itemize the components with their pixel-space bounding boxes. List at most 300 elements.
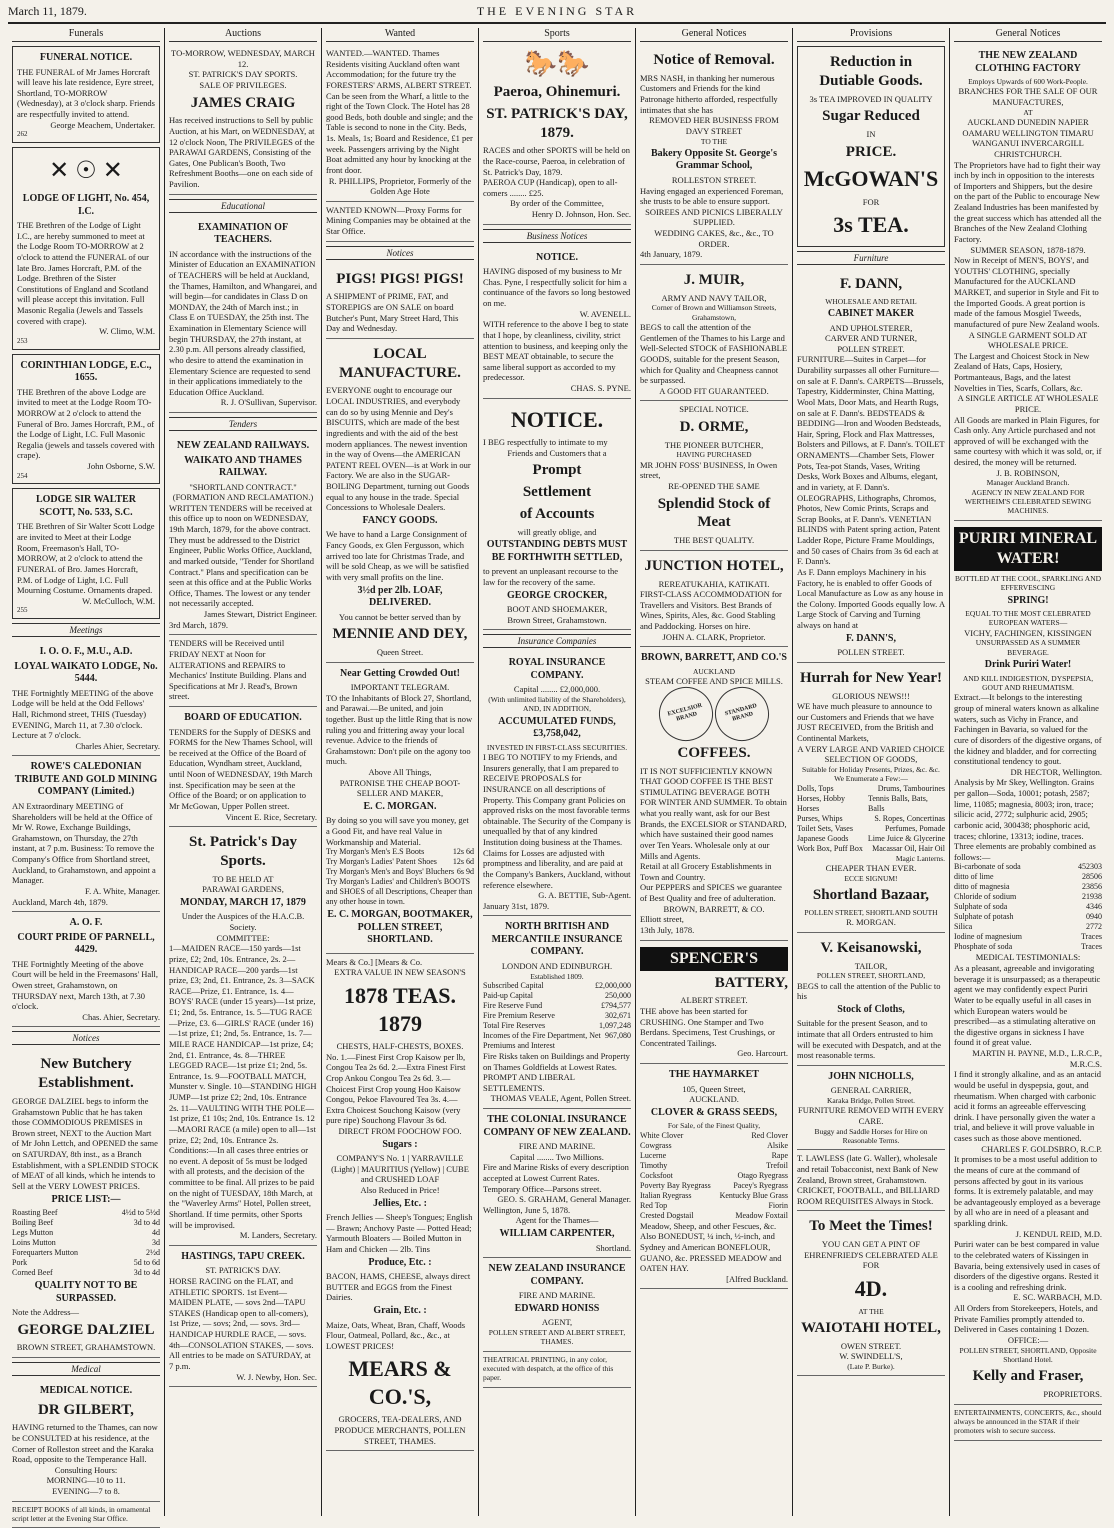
- ad-heading: Hurrah for New Year!: [799, 669, 943, 686]
- row-value: 23856: [1082, 882, 1102, 892]
- row-value: Red Clover: [751, 1130, 788, 1140]
- ad-heading: ROYAL INSURANCE COMPANY.: [508, 657, 606, 681]
- section-header: Auctions: [169, 28, 317, 42]
- issue-date: March 11, 1879.: [8, 4, 87, 18]
- ad-body: The Proprietors have had to fight their way inch by inch in opposition to the interests of Importers and Shippers, but the desire on the part of the Public to encourage New Zealand Industries has been manifested by the great success which has attended all the Branches of the New Zealand Clothing Factory.: [954, 159, 1102, 244]
- ad-body: AGENCY IN NEW ZEALAND FOR WERTHEIM'S CELEBRATED SEWING MACHINES.: [964, 487, 1092, 516]
- ad-signature: R. MORGAN.: [846, 917, 896, 928]
- row-value: 0940: [1086, 912, 1102, 922]
- ad-signature: Manager Auckland Branch.: [986, 478, 1070, 488]
- section-header: Meetings: [12, 623, 160, 637]
- proxy-forms-ad: WANTED KNOWN—Proxy Forms for Mining Companies may be obtained at the Star Office.: [326, 202, 474, 242]
- avenell-notice: [483, 247, 631, 399]
- salts-table: [954, 862, 1102, 952]
- salt-row: [954, 932, 1102, 942]
- junction-hotel-ad: [640, 551, 788, 648]
- ad-number: 253: [17, 336, 28, 345]
- ad-name: EDWARD HONISS: [514, 1302, 600, 1314]
- ad-body: No. 1.—Finest First Crop Kaisow per lb, Congou Tea 2s 6d. 2.—Extra Finest First Crop Ankou Congou Tea 2s 6d. 3.—Choicest First Crop young Hoo Kaisow Congou, Pekoe Flavoured Tea 3s. 4.—Extra Choicest Souchong Kaisow (very pure ripe) Souchong Flavour 3s 6d.: [326, 1051, 466, 1126]
- ad-subhead: Bakery Opposite St. George's Grammar School,: [650, 147, 778, 172]
- medical-notice: [12, 1380, 160, 1502]
- lawless-tobacconist-ad: T. LAWLESS (late G. Waller), wholesale and retail Tobacconist, next Bank of New Zealand, Brown street, Grahamstown. CRICKET, FOOTBALL, and BILLIARD ROOM REQUISITES Always in Stock.: [797, 1150, 945, 1211]
- ad-emphasis: Splendid Stock of Meat: [657, 495, 771, 531]
- row-label: Corned Beef: [12, 1268, 53, 1277]
- ad-name: MEARS & CO.'S,: [348, 1356, 452, 1409]
- seed-list: [640, 1131, 788, 1221]
- row-value: 4346: [1086, 902, 1102, 912]
- ad-subhead: STEAM COFFEE AND SPICE MILLS.: [645, 676, 783, 687]
- ad-date: Wellington, June 5, 1878.: [483, 1204, 571, 1215]
- railway-tender: [169, 435, 317, 635]
- row-value: Otago Ryegrass: [737, 1170, 788, 1180]
- ad-subhead: SALE OF PRIVILEGES.: [199, 79, 287, 90]
- ad-address: Queen Street.: [376, 646, 424, 657]
- ad-heading: COFFEES.: [677, 744, 751, 761]
- foresters-notice: [12, 912, 160, 1027]
- ad-subhead: ST. PATRICK'S DAY.: [205, 1265, 281, 1276]
- ad-subhead: A SINGLE GARMENT SOLD AT WHOLESALE PRICE.: [968, 329, 1088, 351]
- row-label: Legs Mutton: [12, 1228, 54, 1237]
- ad-heading: MEDICAL NOTICE.: [39, 1385, 133, 1396]
- ad-heading: COURT PRIDE OF PARNELL, 4429.: [17, 931, 155, 956]
- ad-body: MR JOHN FOSS' BUSINESS, In Owen street,: [640, 459, 778, 481]
- ad-subhead: Above All Things,: [368, 767, 432, 777]
- row-label: Sulphate of potash: [954, 912, 1014, 922]
- row-label: Poverty Bay Ryegrass: [640, 1180, 711, 1190]
- ad-subhead: GENERAL CARRIER,: [830, 1085, 912, 1096]
- ad-heading: BOARD OF EDUCATION.: [184, 712, 302, 723]
- ad-subhead: PATRONISE THE CHEAP BOOT-SELLER AND MAKER,: [339, 777, 461, 799]
- ad-address: BROWN STREET, GRAHAMSTOWN.: [16, 1342, 156, 1353]
- goods-row: [797, 824, 945, 834]
- oddfellows-notice: [12, 641, 160, 756]
- row-value: 12s 6d: [452, 847, 474, 857]
- ad-body: I BEG respectfully to intimate to my: [483, 437, 608, 448]
- ad-name: D. ORME,: [679, 419, 749, 435]
- morgan-boots-ad: [326, 663, 474, 954]
- ad-address: POLLEN STREET, SHORTLAND, Opposite Shortland Hotel.: [959, 1345, 1097, 1364]
- ad-signature: F. A. White, Manager.: [85, 885, 160, 896]
- ad-body: HORSE RACING on the FLAT, and ATHLETIC SPORTS. 1st Event—MAIDEN PLATE, — sovs 2nd—TAPU STAKES (Handicap open to all-comers), 1st Prize, — sovs; 2nd, — sovs. 3rd—HANDICAP HURDLE RACE, — sovs. 4th—CONSOLATION STAKES, — sovs. All entries to be made on SATURDAY, at 7 p.m.: [169, 1275, 314, 1371]
- ad-signature: M. Landers, Secretary.: [239, 1230, 317, 1241]
- ad-body: MRS NASH, in thanking her numerous Customers and Friends for the kind Patronage hitherto afforded, respectfully intimates that she has: [640, 72, 778, 115]
- figure-row: [483, 1021, 631, 1031]
- ad-signature: J. KENDUL REID, M.D.: [1015, 1228, 1102, 1239]
- price-row: [326, 847, 474, 857]
- row-label: Paid-up Capital: [483, 990, 533, 1000]
- row-value: 3d: [152, 1238, 160, 1247]
- ad-subhead: Mears & Co.] [Mears & Co.: [326, 956, 423, 967]
- row-label: Try Morgan's Ladies' Patent Shoes: [326, 857, 437, 867]
- ad-body: WITH reference to the above I beg to state that I hope, by cleanliness, civility, strict attention to business, and keeping only the BEST MEAT obtainable, to secure the same liberal support as accorded to my predecessor.: [483, 319, 629, 383]
- racehorse-icon: 🐎🐎: [524, 49, 590, 78]
- row-label: Cocksfoot: [640, 1170, 673, 1180]
- ad-body: THE Brethren of the Lodge of Light I.C., are hereby summoned to meet at the Lodge Room TO-MORROW at 2 o'clock to attend the FUNERAL of our late Bro. James Horcraft, P.M. of the Lodge. Brethren of the Sister Constitutions of England and Scotland will please accept this invitation. Full Masonic Regalia (Jewels and Tassels covered with crape).: [17, 220, 149, 326]
- ad-heading: Sugar Reduced: [822, 108, 920, 125]
- ad-address: POLLEN STREET, SHORTLAND,: [816, 971, 926, 981]
- ad-body: Meadow, Sheep, and other Fescues, &c. Also BONEDUST, ¼ inch, ½-inch, and Sydney and American BONEFLOUR, GUANO, &c. PRESSED MEADOW and OATEN HAY.: [640, 1220, 782, 1274]
- price-list: [12, 1208, 160, 1278]
- row-label: Silica: [954, 922, 973, 932]
- ad-address: AUCKLAND.: [689, 1094, 739, 1105]
- row-label: Work Box, Puff Box: [797, 843, 863, 853]
- ad-signature: W. McCulloch, W.M.: [82, 595, 155, 606]
- ad-heading: LOCAL MANUFACTURE.: [339, 345, 461, 381]
- ad-signature: John Osborne, S.W.: [87, 461, 155, 471]
- ad-name: F. DANN,: [839, 275, 903, 292]
- ad-heading: HASTINGS, TAPU CREEK.: [181, 1250, 305, 1262]
- ad-signature: JOHN A. CLARK, Proprietor.: [662, 631, 766, 642]
- ad-signature: W. SWINDELL'S,: [839, 1351, 903, 1362]
- pigs-ad: [326, 264, 474, 339]
- ad-name: WAIOTAHI HOTEL,: [801, 1319, 941, 1336]
- section-header: Tenders: [169, 417, 317, 431]
- row-label: Toilet Sets, Vases: [797, 823, 853, 833]
- ad-signature: Henry D. Johnson, Hon. Sec.: [531, 209, 631, 219]
- row-label: Total Fire Reserves: [483, 1020, 546, 1030]
- spencers-battery-ad: [640, 941, 788, 1065]
- ad-subhead: REREATUKAHIA, KATIKATI.: [658, 578, 770, 589]
- row-label: Japanese Goods: [797, 833, 849, 843]
- ad-heading: PRICE.: [845, 143, 897, 160]
- puriri-water-ad: [954, 521, 1102, 1405]
- ad-body: HAVING returned to the Thames, can now be CONSULTED at his residence, at the Corner of Rolleston street and the Karaka Road, opposite to the Temperance Hall.: [12, 1422, 158, 1465]
- row-value: 4d: [152, 1228, 160, 1237]
- goods-row: [797, 844, 945, 854]
- mcgowan-tea-ad: [797, 46, 945, 247]
- lodge-light-notice: [12, 147, 160, 350]
- ad-number: 255: [17, 606, 28, 615]
- teacher-exam-notice: [169, 217, 317, 413]
- ad-address: GROCERS, TEA-DEALERS, AND PRODUCE MERCHANTS, POLLEN STREET, THAMES.: [334, 1414, 466, 1446]
- ad-heading: NEW ZEALAND RAILWAYS.: [176, 440, 310, 451]
- ad-heading: WAIKATO AND THAMES RAILWAY.: [184, 454, 302, 478]
- row-label: Try Morgan's Ladies' and Children's BOOTS and SHOES of all Descriptions, Cheaper than any other house in town.: [326, 877, 473, 907]
- ad-subhead: (FORMATION AND RECLAMATION.): [172, 492, 314, 503]
- ad-heading: NEW ZEALAND INSURANCE COMPANY.: [488, 1263, 626, 1287]
- masthead: [8, 0, 1106, 24]
- ad-signature: G. A. BETTIE, Sub-Agent.: [538, 890, 631, 901]
- row-label: Incomes of the Fire Department, Net Premiums and Interest: [483, 1030, 601, 1050]
- row-value: Macassar Oil, Hair Oil: [872, 843, 945, 853]
- column-general-notices: [636, 28, 793, 1516]
- ad-body: All Goods are marked in Plain Figures, for Cash only. Any Article purchased and not approved of will be exchanged with the same courtesy with which it was sold, or, if desired, the money will be returned.: [954, 414, 1102, 467]
- ad-body: Extract.—It belongs to the interesting group of mineral waters known as alkaline waters, such as Vichy in France, and Fachingen in Bavaria, so valued for the cure of disorders of the digestive organs, of the kidney and bladder, and for correcting constitutional tendency to gout.: [954, 692, 1102, 767]
- section-header: Funerals: [12, 28, 160, 42]
- row-label: Purses, Whips: [797, 813, 843, 823]
- ad-subhead: Produce, Etc. :: [368, 1256, 432, 1268]
- walter-scott-lodge-notice: [12, 488, 160, 619]
- section-header: Educational: [169, 199, 317, 213]
- ad-signature: Chas. Ahier, Secretary.: [82, 1011, 160, 1022]
- ad-heading: Near Getting Crowded Out!: [340, 667, 460, 679]
- ad-subhead: RE-OPENED THE SAME: [668, 481, 760, 491]
- row-label: Fire Reserve Fund: [483, 1000, 543, 1010]
- row-label: ditto of magnesia: [954, 882, 1010, 892]
- ad-subhead: BOTTLED AT THE COOL, SPARKLING AND EFFERVESCING: [954, 573, 1102, 593]
- row-value: 302,671: [605, 1010, 631, 1020]
- ad-signature: MARTIN H. PAYNE, M.D., L.R.C.P., M.R.C.S.: [972, 1048, 1102, 1069]
- goods-row: [797, 814, 945, 824]
- goods-list: [797, 784, 945, 854]
- ad-subhead: HAVING PURCHASED: [676, 450, 752, 460]
- row-value: Rape: [771, 1150, 788, 1160]
- figure-row: [483, 1011, 631, 1021]
- seed-row: [640, 1211, 788, 1221]
- ad-heading: St. Patrick's Day Sports.: [189, 834, 297, 869]
- ad-body: Friends and Customers that a: [507, 447, 607, 458]
- ad-heading: THE COLONIAL INSURANCE COMPANY OF NEW ZEALAND.: [483, 1114, 631, 1138]
- ad-subhead: AGENT,: [541, 1317, 573, 1328]
- goods-row: [797, 834, 945, 844]
- ad-subhead: REMOVED HER BUSINESS FROM DAVY STREET: [649, 115, 779, 136]
- section-header: Wanted: [326, 28, 474, 42]
- price-row: [326, 867, 474, 877]
- row-value: 5d to 6d: [133, 1258, 160, 1267]
- butchery-ad: [12, 1049, 160, 1358]
- row-value: 12s 6d: [452, 857, 474, 867]
- nicholls-carrier-ad: [797, 1066, 945, 1151]
- ad-name: V. Keisanowski,: [820, 939, 922, 956]
- ad-subhead: By order of the Committee,: [510, 198, 604, 209]
- royal-insurance-ad: [483, 652, 631, 916]
- section-header: Provisions: [797, 28, 945, 42]
- ad-body: TENDERS for the Supply of DESKS and FORMS for the New Thames School, will be received at the Office of the Board of Education, Wyndham street, Auckland, until Noon of WEDNESDAY, 19th March inst. Specification may be seen at the Office of the Board; or on application to Mr McGowan, Upper Pollen street.: [169, 726, 313, 811]
- ad-body: Delivered in Cases containing 1 Dozen.: [954, 1324, 1090, 1335]
- ad-name: DR GILBERT,: [38, 1401, 134, 1418]
- row-label: Try Morgan's Men's and Boys' Bluchers: [326, 867, 455, 877]
- ad-hours: EVENING—7 to 8.: [52, 1486, 120, 1496]
- row-value: Traces: [1080, 942, 1102, 952]
- north-british-ad: [483, 916, 631, 1109]
- row-value: 452303: [1078, 862, 1102, 872]
- ad-body: As a pleasant, agreeable and invigorating beverage it is unsurpassed; as a therapeutic agent we may confidently expect Puriri Water to be equally useful in all cases in which European waters would be prescribed—as a stimulating alterative on the digestive organs in sickness I have found it of great value.: [954, 963, 1101, 1048]
- colonial-insurance-ad: [483, 1109, 631, 1258]
- ad-body: WRITTEN TENDERS will be received at this office up to noon on WEDNESDAY, 19th March, 1879, for the above contract. They must be addressed to the District Engineer, Public Works Office, Auckland, and marked outside, "Tender for Shortland Contract." Plans and specification can be seen at this office and at the Public Works Office, Thames. The lowest or any tender not necessarily accepted.: [169, 502, 314, 609]
- ad-name: Shortland Bazaar,: [812, 887, 930, 903]
- row-label: White Clover: [640, 1130, 684, 1140]
- ad-heading: CORINTHIAN LODGE, E.C., 1655.: [20, 359, 152, 384]
- ad-body: I BEG TO NOTIFY to my Friends, and Insurers generally, that I am prepared to RECEIVE PROPOSALS for INSURANCE on all descriptions of Property. This Company grant Policies on approved risks on the most favorable terms obtainable. The Security of the Company is unequalled by that of any kindred Institution doing business at the Thames. Claims for Losses are adjusted with promptness and liberality, and are paid at the Company's Bankers, Auckland, without reference elsewhere.: [483, 752, 631, 890]
- ad-heading: NOTICE.: [510, 406, 604, 432]
- goods-row: [797, 784, 945, 794]
- ad-body: Retail at all Grocery Establishments in Town and Country.: [640, 861, 772, 882]
- ad-subhead: FOR: [862, 1260, 880, 1271]
- ad-address: Brown Street, Grahamstown.: [507, 614, 607, 625]
- row-value: Perfumes, Pomade: [885, 823, 945, 833]
- ad-subhead: MEDICAL TESTIMONIALS:: [975, 952, 1081, 963]
- ad-subhead: TO THE: [700, 136, 728, 146]
- ad-body: PAEROA CUP (Handicap), open to all-comers ........ £25.: [483, 177, 618, 198]
- ad-subhead: 3½d per 2lb. LOAF, DELIVERED.: [357, 584, 443, 608]
- ad-subhead: TO-MORROW, WEDNESDAY, MARCH 12.: [171, 48, 315, 69]
- ad-name: McGOWAN'S: [803, 166, 939, 192]
- ad-heading: I. O. O. F., M.U., A.D.: [39, 646, 133, 658]
- ad-price: 4D.: [854, 1276, 888, 1301]
- ad-subhead: CLOVER & GRASS SEEDS,: [650, 1106, 778, 1118]
- ad-subhead: WHOLESALE AND RETAIL: [825, 296, 917, 306]
- price-row: [12, 1258, 160, 1268]
- section-header: General Notices: [954, 28, 1102, 42]
- ad-subhead: LONDON AND EDINBURGH.: [501, 960, 613, 971]
- ad-subhead: Under the Auspices of the H.A.C.B. Society.: [181, 911, 305, 932]
- row-value: 21938: [1082, 892, 1102, 902]
- ad-subhead: Agent for the Thames—: [515, 1215, 599, 1226]
- ad-body: BEGS to call the attention of the Gentlemen of the Thames to his Large and Well-Selected STOCK of FASHIONABLE GOODS, suitable for the present Season, which for Quality and Cheapness cannot be surpassed.: [640, 322, 788, 386]
- ad-body: By doing so you will save you money, get a Good Fit, and have real Value in Workmanship and Material.: [326, 815, 469, 847]
- ad-body: GEORGE DALZIEL begs to inform the Grahamstown Public that he has taken those COMMODIOUS PREMISES in Brown street, NEXT to the Auction Mart of Mr John Lettch, and OPENED the same on SATURDAY, 8th inst., as a Branch Establishment, with a SPLENDID STOCK of MEAT of all kinds, which he intends to Sell at the VERY LOWEST PRICES.: [12, 1095, 159, 1191]
- section-header: Insurance Companies: [483, 634, 631, 648]
- price-row: [12, 1248, 160, 1258]
- row-label: Bi-carbonate of soda: [954, 862, 1021, 872]
- ad-subhead: UNSURPASSED AS A SUMMER BEVERAGE.: [975, 638, 1081, 657]
- ad-signature: CHAS. S. PYNE.: [570, 383, 631, 393]
- ad-heading: ROWE'S CALEDONIAN TRIBUTE AND GOLD MINING COMPANY (Limited.): [14, 761, 158, 798]
- salt-row: [954, 892, 1102, 902]
- ad-emphasis: of Accounts: [519, 505, 595, 522]
- ad-heading: To Meet the Times!: [809, 1218, 933, 1235]
- newspaper-title: THE EVENING STAR: [476, 4, 638, 18]
- ad-heading: 3s TEA.: [833, 212, 909, 238]
- ad-slogan: A GOOD FIT GUARANTEED.: [659, 385, 769, 396]
- row-value: Fiorin: [768, 1200, 788, 1210]
- ad-body: Now in Receipt of MEN'S, BOYS', and YOUTHS' CLOTHING, specially Manufactured for the AUCKLAND MARKET, and superior in Style and Fit to the Imported Goods. A great portion is made of the famous Mosgiel Tweeds, manufactured of pure New Zealand wools.: [954, 255, 1100, 329]
- row-value: 250,000: [605, 990, 631, 1000]
- row-value: Kentucky Blue Grass: [719, 1190, 788, 1200]
- ad-body: COMPANY'S No. 1 | YARRAVILLE (Light) | MAURITIUS (Yellow) | CUBE and CRUSHED LOAF: [331, 1153, 469, 1185]
- ad-heading: BROWN, BARRETT, AND CO.'S: [641, 652, 787, 664]
- orme-butcher-ad: [640, 401, 788, 550]
- ad-address: Corner of Brown and Williamson Streets, Grahamstown,: [651, 303, 777, 322]
- ad-body: Puriri water can be best compared in value to the celebrated waters of Kissingen in Bavaria, being extensively used in cases of disorders of the digestive organs. Rested it is a cooling and refreshing drink.: [954, 1239, 1101, 1292]
- ad-subhead: FOR: [862, 196, 880, 207]
- theatrical-printing-ad: THEATRICAL PRINTING, in any color, executed with despatch, at the office of this paper.: [483, 1352, 631, 1388]
- ad-subhead: AND, IN ADDITION,: [523, 704, 591, 714]
- ad-subhead: You cannot be better served than by: [339, 611, 461, 622]
- row-label: Fire Premium Reserve: [483, 1010, 555, 1020]
- ad-subhead: PARAWAI GARDENS,: [202, 884, 284, 895]
- ad-name: GEORGE CROCKER,: [506, 589, 607, 601]
- price-row: [12, 1208, 160, 1218]
- ad-address: Shortland.: [595, 1242, 631, 1253]
- ad-date: January 31st, 1879.: [483, 900, 550, 911]
- ad-body: RACES and other SPORTS will be held on the Race-course, Paeroa, in celebration of St. Patrick's Day, 1879.: [483, 145, 631, 177]
- ad-subhead: IMPORTANT TELEGRAM.: [350, 682, 450, 692]
- ad-number: 262: [17, 130, 28, 139]
- ad-body: BEGS to call the attention of the Public to his: [797, 980, 941, 1002]
- seed-row: [640, 1171, 788, 1181]
- seed-row: [640, 1151, 788, 1161]
- ad-body: IN accordance with the instructions of the Minister of Education an EXAMINATION of TEACHERS will be held at Auckland, the Thames, Hamilton, and Whangarei, and will begin—for candidates in Class D on MONDAY, the 24th of March inst.; in Class E on TUESDAY, the 25th inst. The Examination in Elementary Science will begin THURSDAY, the 27th instant, at 2.30 p.m. All persons already classified, who desire to attend the examination in Elementary Science are requested to send in their applications immediately to the Education Office Auckland.: [169, 248, 317, 397]
- ad-signature: E. SC. WARBACH, M.D.: [1013, 1292, 1102, 1303]
- ad-subhead: THE BEST QUALITY.: [673, 535, 755, 546]
- ad-signature: J. B. ROBINSON,: [996, 467, 1060, 478]
- ad-heading: A. O. F.: [69, 917, 103, 929]
- goods-row: [797, 794, 945, 814]
- row-value: Tennis Balls, Bats, Balls: [868, 793, 928, 813]
- ad-heading: NORTH BRITISH AND MERCANTILE INSURANCE COMPANY.: [491, 921, 623, 958]
- ad-subhead: Capital ........ £2,000,000.: [513, 684, 601, 695]
- row-label: Try Morgan's Men's E.S Boots: [326, 847, 425, 857]
- ad-conditions: Conditions:—In all cases three entries or no event. A deposit of 5s must be lodged with all protests, and the decision of the committee to be final. All prizes to be paid on the night of TUESDAY, 18th March, at the "Waverley Arms" Hotel, Pollen street, Shortland. If time permits, other Sports will be improvised.: [169, 1145, 315, 1230]
- craig-auction-ad: [169, 45, 317, 195]
- salt-row: [954, 912, 1102, 922]
- ad-body: As F. Dann employs Machinery in his Factory, he is enabled to offer Goods of Local Manufacture as Low as any house in the Colony. Imported Goods equally low. A Large Stock of Carving and Turning always on hand at: [797, 566, 945, 630]
- row-label: Roasting Beef: [12, 1208, 58, 1217]
- clothing-factory-ad: [954, 45, 1102, 521]
- figure-row: [483, 981, 631, 991]
- ad-name: F. DANN'S,: [846, 632, 896, 644]
- ad-subhead: EQUAL TO THE MOST CELEBRATED EUROPEAN WATERS—: [965, 609, 1091, 628]
- row-value: Lime Juice & Glycerine: [867, 833, 945, 843]
- row-label: Iodine of magnesium: [954, 932, 1022, 942]
- section-header: Sports: [483, 28, 631, 42]
- ad-heading: Paeroa, Ohinemuri.: [493, 84, 621, 100]
- ad-subhead: BRANCHES FOR THE SALE OF OUR MANUFACTURES,: [958, 86, 1098, 107]
- ad-hours: MORNING—10 to 11.: [46, 1475, 126, 1486]
- standard-brand-badge: STANDARD BRAND: [709, 681, 775, 747]
- ad-subhead: Also Reduced in Price!: [360, 1185, 440, 1195]
- ad-body: WANTED.—WANTED. Thames Residents visiting Auckland often want Accommodation; for the future try the FORESTERS' ARMS, ALBERT STREET. Can be seen from the Wharf, a little to the right of the Town Clock. The Hotel has 28 good Beds, both double and single; and the Table is second to none in the City. Beds, 1s. Meals, 1s; Board and Residence, £1 per week. Passengers arriving by the Night Boat admitted any hour by knocking at the front door.: [326, 48, 473, 175]
- ad-body: Magic Lanterns.: [895, 853, 945, 863]
- ad-name: J. MUIR,: [683, 271, 745, 288]
- ad-signature: George Meachem, Undertaker.: [50, 119, 155, 130]
- row-value: Trefoil: [766, 1160, 788, 1170]
- ad-date: 13th July, 1878.: [640, 924, 695, 935]
- salt-row: [954, 862, 1102, 872]
- nb-figures: [483, 981, 631, 1051]
- row-label: Pork: [12, 1258, 28, 1267]
- row-label: ditto of lime: [954, 872, 994, 882]
- ad-address: POLLEN STREET.: [837, 343, 905, 354]
- salt-row: [954, 922, 1102, 932]
- row-value: 2772: [1086, 922, 1102, 932]
- ad-body: AUCKLAND DUNEDIN NAPIER OAMARU WELLINGTON TIMARU WANGANUI INVERCARGILL CHRISTCHURCH.: [962, 117, 1094, 159]
- ad-subhead: CABINET MAKER: [827, 308, 915, 319]
- ad-subhead: COMMITTEE:: [216, 932, 270, 943]
- ad-subhead: DIRECT FROM FOOCHOW FOO.: [338, 1126, 462, 1136]
- ad-signature: Geo. Harcourt.: [737, 1048, 788, 1059]
- columns: [8, 28, 1106, 1523]
- ad-body: THE Brethren of the above Lodge are invited to meet at the Lodge Room TO-MORROW at 2 o'clock to attend the Funeral of Bro. James Horcraft, P.M., of the Lodge of Light, I.C. Full Masonic Regalia (jewels and tassels covered with crape).: [17, 386, 155, 461]
- ad-address: Elliott street,: [640, 914, 684, 925]
- ad-name: JUNCTION HOTEL,: [644, 557, 784, 574]
- ad-signature: W. J. Newby, Hon. Sec.: [236, 1371, 317, 1382]
- ad-address: POLLEN STREET, SHORTLAND SOUTH: [804, 907, 938, 917]
- row-label: Sulphate of soda: [954, 902, 1008, 912]
- row-value: 3d to 4d: [133, 1218, 160, 1227]
- shortland-bazaar-ad: [797, 663, 945, 933]
- ad-signature: Vincent E. Rice, Secretary.: [225, 811, 317, 822]
- ad-signature: BROWN, BARRETT, & CO.: [663, 903, 765, 914]
- ad-subhead: IN: [866, 128, 876, 139]
- section-header: Medical: [12, 1362, 160, 1376]
- ad-subhead: A VERY LARGE AND VARIED CHOICE SELECTION OF GOODS,: [797, 743, 945, 765]
- ad-body: FURNITURE—Suites in Carpet—for Durability surpasses all other Furniture—on sale at F. Dann's. CARPETS—Brussels, Tapestry, Kidderminster, China Matting, Wool Mats, Door Mats, and Hearth Rugs, on sale at F. Dann's. BEDSTEADS & BEDDING—Iron and Wooden Bedsteads, Hair, Spring, Flock and Flax Mattresses, Bolsters and Pillows, at F. Dann's. TOILET ORNAMENTS—Chamber Sets, Flower Pots, Tea-pot Stands, Vases, Writing Desks, Work Boxes and Albums, elegant, and in variety, at F. Dann's. OLEOGRAPHS, Lithographs, Chromos, Photos, New Comic Prints, Scraps and Scrap Books, at F. Dann's. VENETIAN BLINDS with Patent spring action, Patent Ladder Rope, Picture Frame Mouldings, and 50 cases of Chairs from 3s 6d each at F. Dann's.: [797, 354, 945, 567]
- ad-date: Auckland, March 4th, 1879.: [12, 896, 108, 907]
- ad-body: Fire Risks taken on Buildings and Property on Thames Goldfields at Lowest Rates. PROMPT AND LIBERAL SETTLEMENTS.: [483, 1050, 630, 1093]
- ad-subhead: SPECIAL NOTICE.: [679, 404, 749, 415]
- ad-body: Maize, Oats, Wheat, Bran, Chaff, Woods Flour, Oatmeal, Pollard, &c., &c., at LOWEST PRICES!: [326, 1319, 466, 1351]
- salt-row: [954, 882, 1102, 892]
- ad-subhead: (With unlimited liability of the Shareholders),: [488, 694, 626, 704]
- ad-slogan: QUALITY NOT TO BE SURPASSED.: [34, 1280, 138, 1304]
- column-sports: [479, 28, 636, 1516]
- ad-name: Kelly and Fraser,: [972, 1368, 1084, 1385]
- row-value: 2½d: [146, 1248, 160, 1257]
- ad-body: will greatly oblige, and: [517, 526, 597, 537]
- ad-emphasis: Settlement: [522, 484, 592, 501]
